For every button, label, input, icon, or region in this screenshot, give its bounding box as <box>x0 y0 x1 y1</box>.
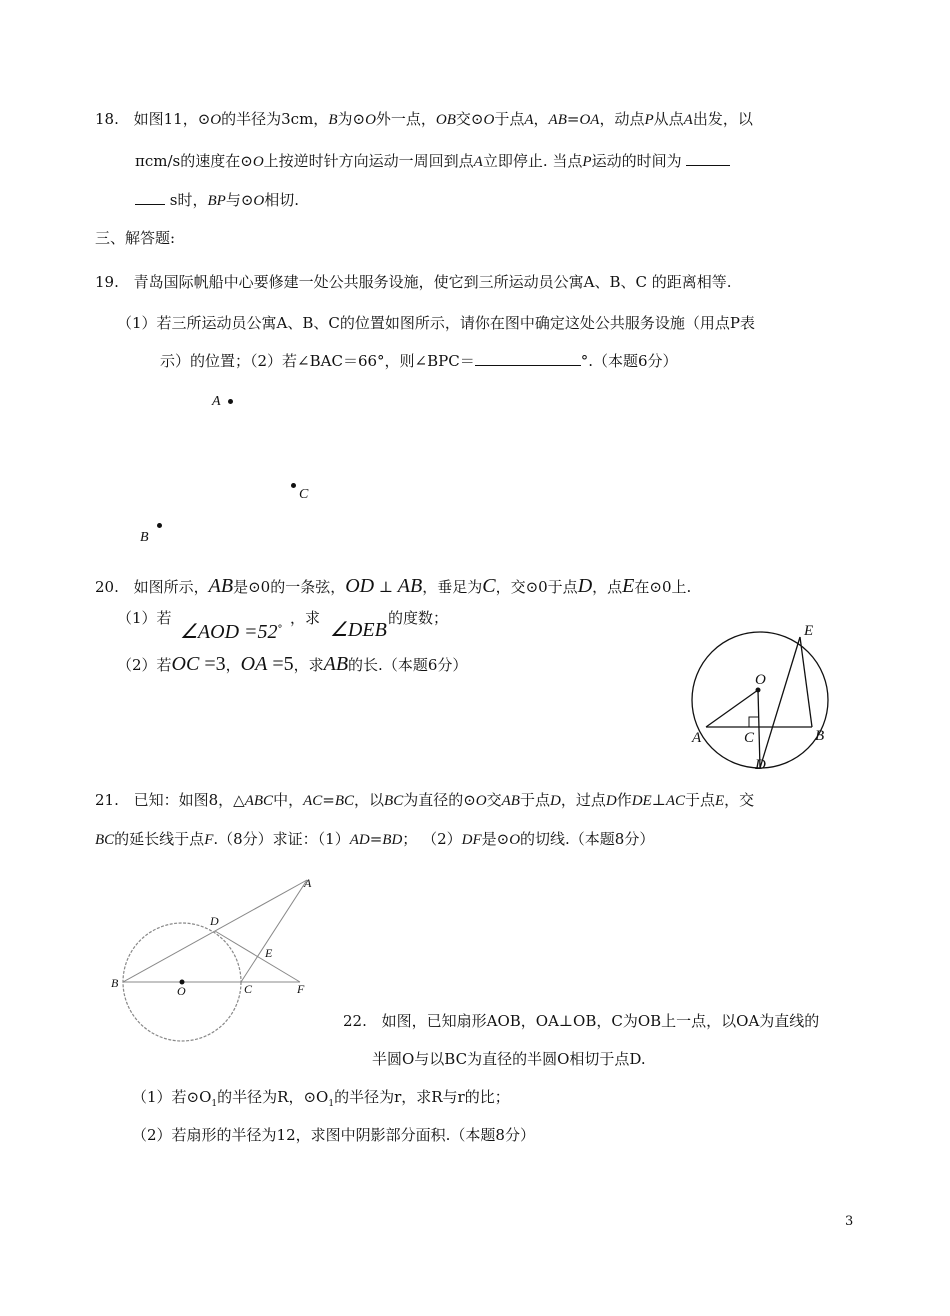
q22-sub-1: 1 <box>211 1099 218 1109</box>
text-segment: OD <box>345 575 375 597</box>
q21-label-f: F <box>297 982 305 996</box>
q20-label-e: E <box>804 623 814 639</box>
q20-label-a: A <box>692 730 702 746</box>
text-segment: 如图所示， <box>133 578 209 596</box>
q20-ab: AB <box>323 653 349 675</box>
text-segment: ABC <box>244 793 274 809</box>
text-segment: P <box>644 112 654 128</box>
text-segment: 是⊙0的一条弦， <box>233 578 346 596</box>
q22-text-3c: 的半径为r，求R与r的比； <box>334 1088 510 1106</box>
text-segment: ，交 <box>724 791 755 809</box>
q21-text-1 <box>134 791 755 809</box>
text-segment: 的半径为3cm， <box>221 110 329 128</box>
q19-text-3b: °.（本题6分） <box>580 352 678 370</box>
text-segment: 相切. <box>264 191 300 209</box>
text-segment: E <box>622 575 635 597</box>
section-heading: 三、解答题: <box>95 229 176 247</box>
text-segment: = <box>566 110 580 128</box>
text-segment: OB <box>435 112 456 128</box>
q21-text-2 <box>95 830 654 848</box>
text-segment: BD <box>382 832 403 848</box>
q20-angle-aod: ∠AOD =52 <box>180 621 278 643</box>
q18-answer-blank-1[interactable] <box>686 151 730 166</box>
text-segment: ， <box>533 110 549 128</box>
q18-answer-blank-2[interactable] <box>135 190 165 205</box>
text-segment: = <box>369 830 383 848</box>
text-segment: B <box>328 112 338 128</box>
q22-line2: 半圆O与以BC为直径的半圆O相切于点D. <box>372 1050 646 1068</box>
text-segment: A <box>473 154 483 170</box>
q21-label-e: E <box>265 946 273 960</box>
q18-number: 18. <box>95 110 119 128</box>
text-segment: AB <box>208 575 234 597</box>
q20-text-2c: 的度数； <box>388 609 449 627</box>
text-segment: ⊥ <box>374 578 398 596</box>
q19-label-b: B <box>140 530 149 545</box>
text-segment: P <box>582 154 592 170</box>
q20-right-angle-mark <box>749 717 759 727</box>
q19-label-a: A <box>212 394 221 409</box>
q21-label-b: B <box>111 976 119 990</box>
text-segment: F <box>204 832 214 848</box>
q20-line2-angle <box>330 618 387 643</box>
q22-text-1: 如图，已知扇形AOB，OA⊥OB，C为OB上一点，以OA为直线的 <box>381 1012 820 1030</box>
q21-figure <box>110 875 330 1045</box>
q22-line1 <box>343 1010 819 1032</box>
q20-text-1 <box>133 575 692 597</box>
q19-point-a <box>228 399 233 404</box>
text-segment: O <box>483 112 495 128</box>
text-segment: 的切线.（本题8分） <box>520 830 655 848</box>
q18-line1 <box>95 108 753 131</box>
text-segment: O <box>509 832 521 848</box>
q20-line2-rest <box>290 606 320 630</box>
text-segment: s时， <box>169 191 208 209</box>
q21-label-c: C <box>244 982 253 996</box>
q20-oc-value: =3 <box>199 653 226 675</box>
text-segment: AB <box>501 793 520 809</box>
q18-line2 <box>135 150 730 173</box>
text-segment: 在⊙0上. <box>634 578 692 596</box>
text-segment: ，动点 <box>599 110 645 128</box>
q19-point-c <box>291 483 296 488</box>
text-segment: 上按逆时针方向运动一周回到点 <box>263 152 474 170</box>
text-segment: 作 <box>616 791 632 809</box>
text-segment: 交⊙ <box>455 110 484 128</box>
text-segment: O <box>475 793 487 809</box>
q20-figure <box>690 620 840 775</box>
text-segment: OA <box>579 112 600 128</box>
q22-text-3a: （1）若⊙O <box>132 1088 212 1106</box>
text-segment: AB <box>397 575 423 597</box>
q20-degree: ° <box>277 624 283 635</box>
q19-text-1: 青岛国际帆船中心要修建一处公共服务设施，使它到三所运动员公寓A、B、C 的距离相等. <box>133 273 732 291</box>
text-segment: ； （2） <box>402 830 462 848</box>
q20-label-c: C <box>744 730 755 746</box>
q20-label-b: B <box>815 728 825 744</box>
text-segment: 是⊙ <box>481 830 510 848</box>
text-segment: C <box>482 575 496 597</box>
q19-point-b <box>157 523 162 528</box>
q20-label-o: O <box>755 672 766 688</box>
q20-text-2b: ，求 <box>290 609 321 627</box>
q19-label-c: C <box>299 487 309 502</box>
q21-label-o: O <box>177 984 186 998</box>
q21-label-d: D <box>210 914 219 928</box>
text-segment: DE <box>631 793 652 809</box>
q19-text-3a: 示）的位置；（2）若∠BAC＝66°，则∠BPC＝ <box>160 352 475 370</box>
text-segment: BC <box>95 832 115 848</box>
text-segment: ，交⊙0于点 <box>495 578 578 596</box>
q20-text-3s: ， <box>225 656 241 674</box>
text-segment: O <box>253 193 265 209</box>
text-segment: 外一点， <box>375 110 436 128</box>
text-segment: O <box>252 154 264 170</box>
text-segment: ，点 <box>592 578 623 596</box>
q18-text-1 <box>134 110 753 128</box>
page-number: 3 <box>845 1214 854 1229</box>
q20-oa-value: =5 <box>267 653 294 675</box>
q18-text-2 <box>135 152 682 170</box>
q20-line2-end <box>388 606 448 630</box>
q20-angle-deb: ∠DEB <box>330 619 387 641</box>
text-segment: 中， <box>273 791 304 809</box>
text-segment: 的延长线于点 <box>114 830 205 848</box>
q22-text-3b: 的半径为R，⊙O <box>217 1088 329 1106</box>
text-segment: 如图11，⊙ <box>133 110 211 128</box>
q21-number: 21. <box>95 791 119 809</box>
q22-line4: （2）若扇形的半径为12，求图中阴影部分面积.（本题8分） <box>132 1126 535 1144</box>
text-segment: 运动的时间为 <box>591 152 682 170</box>
text-segment: BP <box>207 193 226 209</box>
q20-line2 <box>117 606 172 630</box>
q19-answer-blank[interactable] <box>475 351 581 366</box>
q20-label-d: D <box>755 757 766 773</box>
text-segment: A <box>683 112 693 128</box>
q20-text-3b: ，求 <box>293 656 324 674</box>
q21-line2 <box>95 828 654 851</box>
q20-number: 20. <box>95 578 119 596</box>
q19-line1 <box>95 271 732 293</box>
text-segment: AC <box>665 793 685 809</box>
q20-line3 <box>117 651 467 678</box>
q19-line3 <box>160 350 678 372</box>
q19-line2: （1）若三所运动员公寓A、B、C的位置如图所示，请你在图中确定这处公共服务设施（用点P表 <box>117 314 755 332</box>
q18-text-3 <box>170 191 299 209</box>
text-segment: 与⊙ <box>225 191 254 209</box>
q20-oc: OC <box>171 653 200 675</box>
text-segment: 于点 <box>684 791 715 809</box>
q20-text-3a: （2）若 <box>117 656 172 674</box>
text-segment: AB <box>548 112 567 128</box>
q22-number: 22. <box>343 1012 367 1030</box>
text-segment: ⊥ <box>651 791 666 809</box>
text-segment: 于点 <box>519 791 550 809</box>
q22-line3 <box>132 1086 510 1115</box>
text-segment: 已知：如图8，△ <box>133 791 245 809</box>
q21-line1 <box>95 789 754 812</box>
q20-text-2a: （1）若 <box>117 609 172 627</box>
q20-oa: OA <box>240 653 268 675</box>
text-segment: .（8分）求证：（1） <box>213 830 350 848</box>
text-segment: ，过点 <box>560 791 606 809</box>
text-segment: 出发，以 <box>692 110 753 128</box>
text-segment: = <box>322 791 335 809</box>
text-segment: D <box>549 793 561 809</box>
q19-number: 19. <box>95 273 119 291</box>
q22-sub-2: 1 <box>328 1099 335 1109</box>
text-segment: DF <box>461 832 482 848</box>
text-segment: πcm/s的速度在⊙ <box>135 152 253 170</box>
q20-line1 <box>95 573 691 600</box>
text-segment: O <box>365 112 376 128</box>
q21-line-df <box>215 931 300 982</box>
text-segment: BC <box>334 793 355 809</box>
q21-label-a: A <box>304 876 312 890</box>
text-segment: 为⊙ <box>337 110 366 128</box>
text-segment: ，以 <box>354 791 385 809</box>
text-segment: E <box>715 793 725 809</box>
text-segment: D <box>605 793 617 809</box>
text-segment: AC <box>303 793 323 809</box>
q20-line2-math <box>180 618 283 645</box>
text-segment: AD <box>349 832 370 848</box>
q20-text-3c: 的长.（本题6分） <box>348 656 468 674</box>
text-segment: O <box>210 112 222 128</box>
q20-segment-oa <box>706 690 758 727</box>
text-segment: A <box>524 112 534 128</box>
text-segment: BC <box>384 793 404 809</box>
text-segment: 于点 <box>494 110 525 128</box>
text-segment: 从点 <box>653 110 684 128</box>
text-segment: ，垂足为 <box>422 578 483 596</box>
q20-segment-ed <box>760 637 800 768</box>
text-segment: 为直径的⊙ <box>403 791 476 809</box>
q18-line3 <box>135 189 299 212</box>
text-segment: 交 <box>486 791 502 809</box>
text-segment: 立即停止. 当点 <box>482 152 583 170</box>
text-segment: D <box>577 575 593 597</box>
